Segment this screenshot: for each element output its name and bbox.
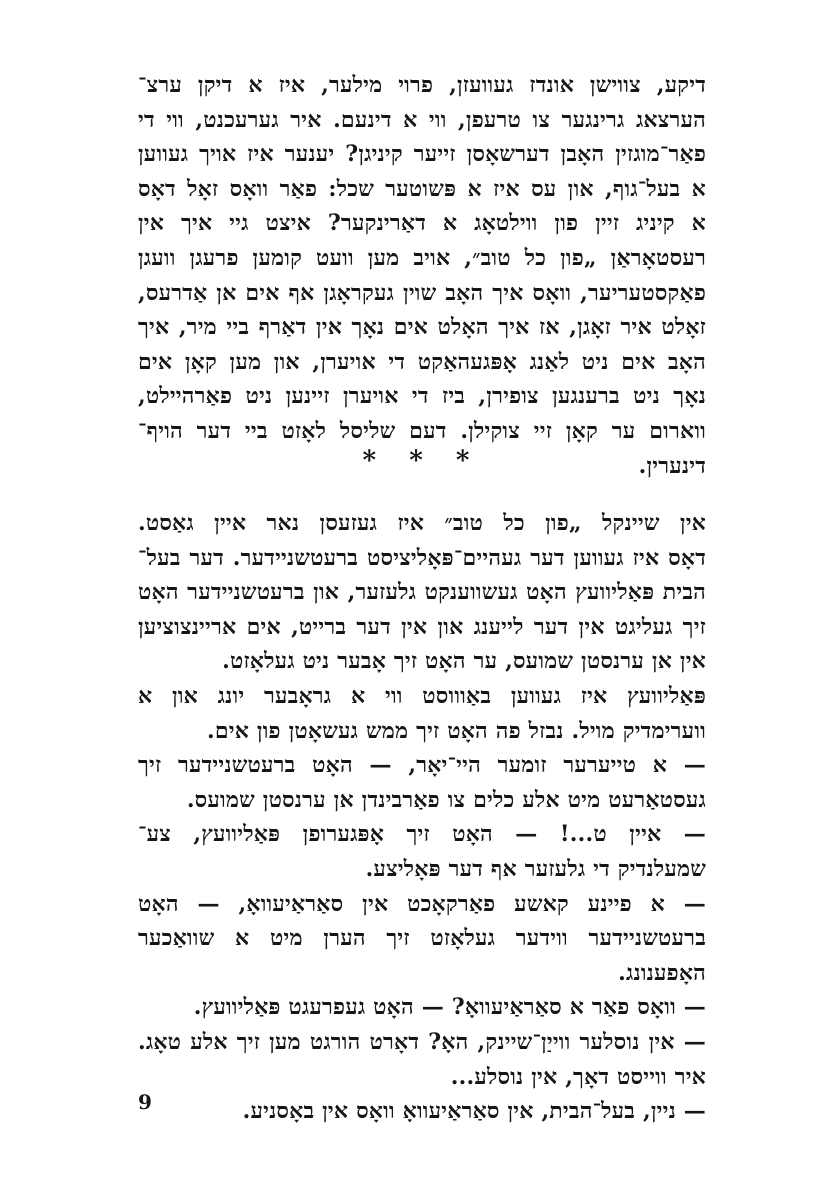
- text-line: רעסטאָראַן „פון כל טוב״, אויב מען וועט קומען פרעגן וועגן: [138, 244, 706, 271]
- text-line: שמעלנדיק די גלעזער אף דער פּאָליצע.: [365, 855, 706, 882]
- text-line: — א טייערער זומער היי־יאָר, — האָט ברעטשניידער זיך: [138, 752, 706, 779]
- text-line: הבית פּאַליוועץ האָט געשווענקט גלעזער, און ברעטשניידער האָט: [138, 579, 706, 606]
- section-two: [138, 506, 706, 1129]
- text-line: ווערימדיק מויל. נבזל פה האָט זיך ממש געשאָטן פון אים.: [206, 717, 706, 744]
- text-line: אין שיינקל „פון כל טוב״ איז געזעסן נאר איין גאַסט.: [138, 510, 706, 536]
- text-line: ווארום ער קאָן זיי צוקילן. דעם שליסל לאָזט ביי דער הויף־: [138, 417, 706, 444]
- text-line: דאָס איז געווען דער געהיים־פּאָליציסט ברעטשניידער. דער בעל־: [138, 544, 706, 571]
- text-line: — איין ט...! — האָט זיך אָפּגערופן פּאַליוועץ, צע־: [138, 821, 706, 848]
- text-line: — וואָס פאַר א סאַראַיעוואָ? — האָט געפרעגט פּאַליוועץ.: [193, 994, 706, 1021]
- text-line: זאָלט איר זאָגן, אז איך האָלט אים נאָך אין דאַרף ביי מיר, איך: [138, 314, 706, 341]
- text-line: א קיניג זיין פון ווילטאָג א דאַרינקער? איצט גיי איך אין: [138, 210, 706, 237]
- text-line: דיקע, צווישן אונדז געוועזן, פרוי מילער, איז א דיקן ערצ־: [138, 72, 706, 98]
- text-line: דינערין.: [638, 452, 706, 479]
- text-line: זיך געליגט אין דער לייענג און אין דער ברייט, אים אריינצוציען: [138, 613, 706, 640]
- text-line: אין אן ערנסטן שמועס, ער האָט זיך אָבער ניט געלאָזט.: [222, 648, 706, 675]
- text-line: — א פיינע קאשע פאַרקאָכט אין סאַראַיעוואָ, — האָט: [138, 890, 706, 917]
- text-line: פאַר־מוגזין האָבן דערשאָסן זייער קיניגן? יענער איז אויך געווען: [138, 141, 706, 168]
- text-line: האָב אים ניט לאַנג אָפּגעהאַקט די אויערן, און מען קאָן אים: [138, 348, 706, 375]
- text-line: ברעטשניידער ווידער געלאָזט זיך הערן מיט א שוואַכער: [138, 925, 706, 952]
- page-number: 9: [138, 1090, 152, 1114]
- text-line: איר ווייסט דאָך, אין נוסלע...: [450, 1063, 706, 1090]
- text-line: געסטאַרעט מיט אלע כלים צו פאַרבינדן אן ערנסטן שמועס.: [186, 786, 706, 813]
- text-line: — ניין, בעל־הבית, אין סאַראַיעוואָ וואָס אין באָסניע.: [242, 1098, 706, 1125]
- section-separator: * * *: [362, 446, 482, 476]
- text-line: הערצאג גרינגער צו טרעפן, ווי א דינעם. איר גערעכנט, ווי די: [138, 106, 706, 133]
- text-line: האָפענונג.: [618, 959, 706, 986]
- text-line: פאַקסטעריער, וואָס איך האָב שוין געקראָגן אף אים אן אַדרעס,: [138, 279, 706, 306]
- text-line: פּאַליוועץ איז געווען באַוווסט ווי א גראָבער יונג און א: [138, 682, 706, 709]
- section-one: [138, 68, 706, 483]
- text-line: נאָך ניט ברענגען צופירן, ביז די אויערן זיינען ניט פאַרהיילט,: [138, 383, 706, 410]
- text-line: א בעל־גוף, און עס איז א פּשוטער שכל: פאַר וואָס זאָל דאָס: [138, 175, 706, 202]
- text-line: — אין נוסלער ווייַן־שיינק, האָ? דאָרט הורגט מען זיך אלע טאָג.: [138, 1028, 706, 1055]
